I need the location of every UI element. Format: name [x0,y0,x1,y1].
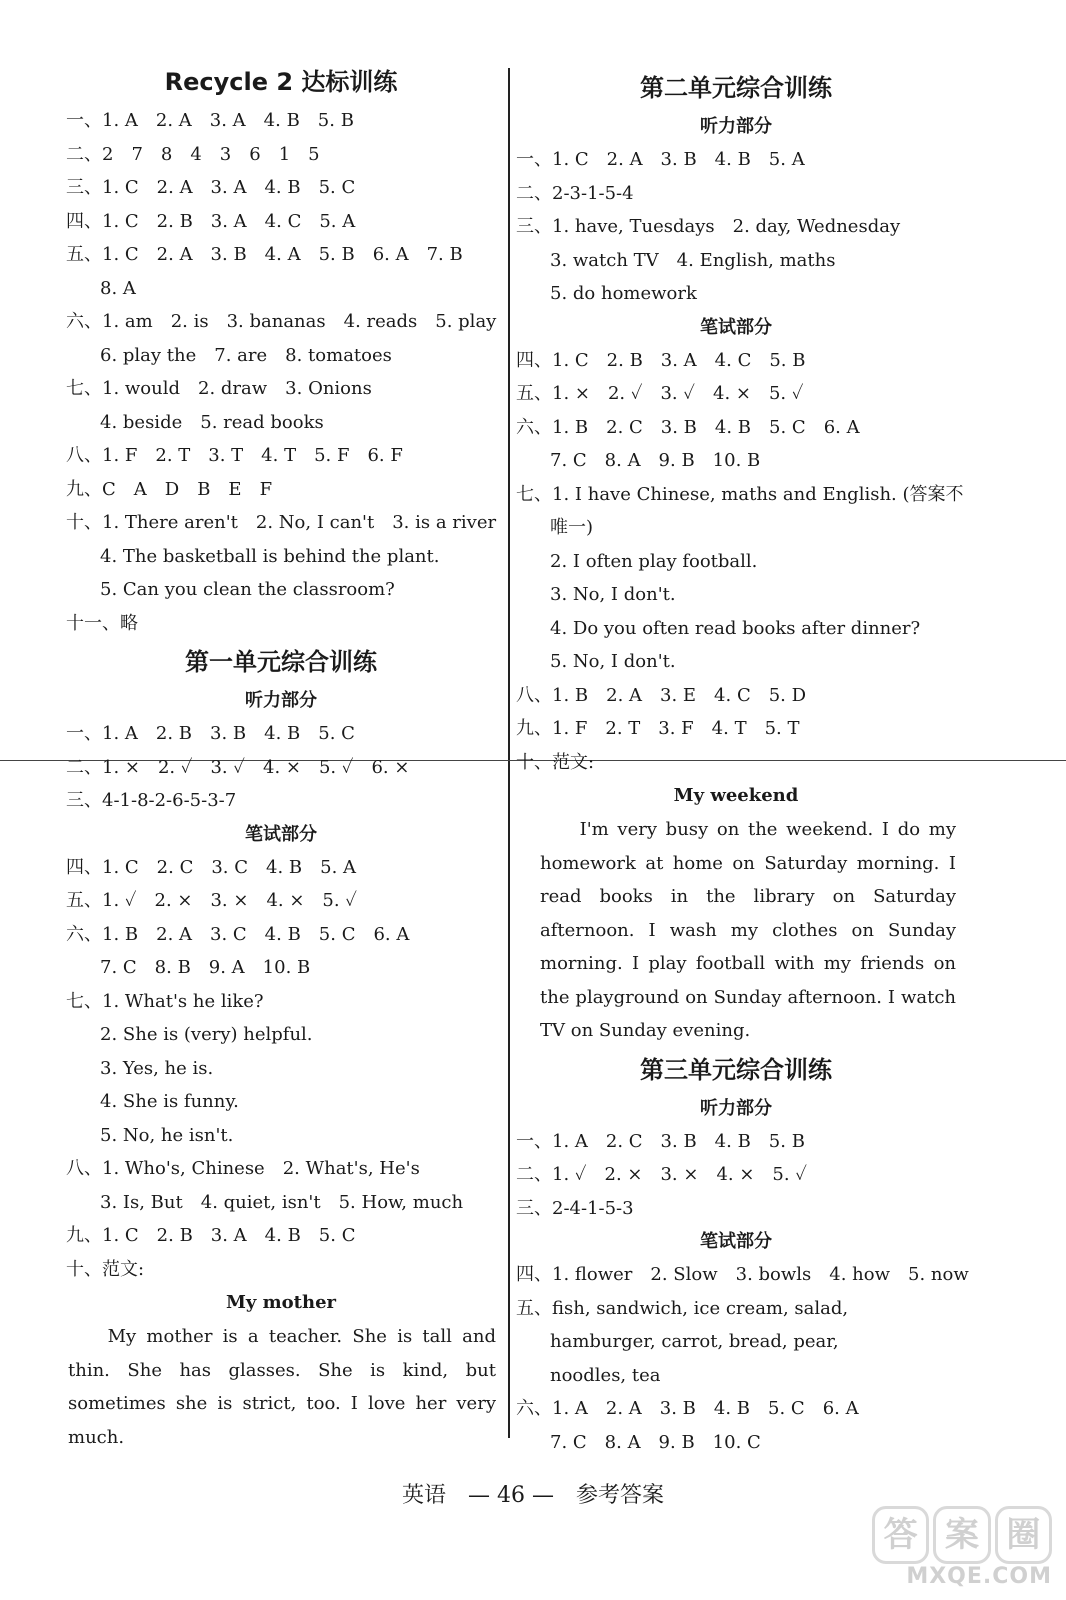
watermark-char: 圈 [995,1506,1052,1564]
answer-row: 3. Yes, he is. [100,1057,214,1079]
right-column [516,60,969,1459]
answer-row: 一、1. A 2. A 3. A 4. B 5. B [66,110,354,131]
answer-row: 八、1. F 2. T 3. T 4. T 5. F 6. F [66,445,403,466]
unit1-essay-text: My mother is a teacher. She is tall and thin. She has glasses. She is kind, but sometimes she is strict, too. I love her very much. [68,1326,496,1448]
answer-row: 七、1. What's he like? [66,990,264,1012]
unit2-essay-text: I'm very busy on the weekend. I do my homework at home on Saturday morning. I read books in the library on Saturday afternoon. I wash my clothes on Sunday morning. I play football with my friends on the playground on Sunday afternoon. I watch TV on Sunday evening. [540,819,956,1041]
section-title-unit2: 第二单元综合训练 [640,74,832,102]
page-footer: 英语 — 46 — 参考答案 [402,1483,664,1508]
answer-row: 八、1. B 2. A 3. E 4. C 5. D [516,684,807,706]
answer-row: 十、范文: [66,1258,145,1280]
unit1-listening-answers [66,717,496,818]
answer-row: 4. The basketball is behind the plant. [100,545,440,567]
section-title-unit1: 第一单元综合训练 [185,648,377,676]
answer-row: 2. I often play football. [550,550,758,572]
watermark-logo [872,1506,1052,1590]
answer-row: 5. No, I don't. [550,651,676,672]
answer-row: 四、1. flower 2. Slow 3. bowls 4. how 5. now [516,1264,969,1285]
answer-row: 二、1. × 2. ✓ 3. ✓ 4. × 5. ✓ 6. × [66,756,410,778]
section-title-unit3: 第三单元综合训练 [640,1055,832,1084]
answer-row: 六、1. A 2. A 3. B 4. B 5. C 6. A [516,1398,859,1419]
unit2-written-answers [516,344,964,780]
watermark-char: 答 [872,1506,929,1564]
unit1-written-heading: 笔试部分 [245,823,317,845]
answer-row: 六、1. B 2. A 3. C 4. B 5. C 6. A [66,923,410,945]
answer-row: 五、fish, sandwich, ice cream, salad, [516,1297,849,1319]
answer-row: 4. She is funny. [100,1091,239,1112]
unit2-written-heading: 笔试部分 [700,316,772,338]
section-title-recycle2: Recycle 2 达标训练 [164,68,398,96]
answer-row: 五、1. × 2. ✓ 3. ✓ 4. × 5. ✓ [516,383,804,404]
unit1-essay-title: My mother [225,1292,337,1313]
unit3-written-heading: 笔试部分 [700,1231,772,1252]
answer-row: 唯一) [550,517,594,538]
answer-row: noodles, tea [550,1364,661,1386]
answer-row: 6. play the 7. are 8. tomatoes [100,344,392,366]
unit3-written-answers [516,1258,969,1459]
answer-row: 3. Is, But 4. quiet, isn't 5. How, much [100,1191,464,1213]
answer-row: 五、1. C 2. A 3. B 4. A 5. B 6. A 7. B [66,244,463,265]
answer-row: 二、2-3-1-5-4 [516,182,634,204]
answer-row: 一、1. C 2. A 3. B 4. B 5. A [516,149,805,170]
answer-row: 5. Can you clean the classroom? [100,579,395,600]
unit1-written-answers [66,851,496,1287]
answer-row: 三、1. C 2. A 3. A 4. B 5. C [66,177,356,198]
recycle2-answers [66,104,496,640]
answer-row: 三、1. have, Tuesdays 2. day, Wednesday [516,216,901,237]
unit1-listening-heading: 听力部分 [245,690,317,711]
answer-row: 5. No, he isn't. [100,1124,234,1146]
answer-row: 三、2-4-1-5-3 [516,1197,634,1219]
answer-row: 六、1. B 2. C 3. B 4. B 5. C 6. A [516,416,860,438]
answer-row: 四、1. C 2. C 3. C 4. B 5. A [66,856,357,878]
answer-row: 七、1. would 2. draw 3. Onions [66,378,372,399]
answer-row: 二、2 7 8 4 3 6 1 5 [66,143,320,165]
column-divider [508,68,510,1438]
answer-row: 7. C 8. A 9. B 10. C [550,1431,761,1453]
watermark-char: 案 [933,1506,990,1564]
answer-row: 8. A [100,277,136,299]
watermark-url: MXQE.COM [906,1564,1052,1589]
answer-row: 3. watch TV 4. English, maths [550,249,836,271]
unit3-listening-heading: 听力部分 [700,1097,772,1119]
answer-row: 2. She is (very) helpful. [100,1024,313,1045]
unit2-listening-heading: 听力部分 [700,116,772,137]
unit3-listening-answers [516,1125,956,1226]
answer-row: 7. C 8. B 9. A 10. B [100,957,311,978]
answer-row: 3. No, I don't. [550,584,676,605]
answer-row: 三、4-1-8-2-6-5-3-7 [66,790,237,811]
left-column [66,60,496,1454]
answer-row: 4. Do you often read books after dinner? [550,617,921,639]
answer-row: 九、1. F 2. T 3. F 4. T 5. T [516,718,800,739]
answer-row: 二、1. ✓ 2. × 3. × 4. × 5. ✓ [516,1164,807,1185]
answer-row: 5. do homework [550,283,697,304]
answer-row: 十、1. There aren't 2. No, I can't 3. is a river [66,512,497,533]
unit2-listening-answers [516,143,956,311]
unit2-essay-title: My weekend [673,785,799,806]
answer-row: 七、1. I have Chinese, maths and English. (答案不 [516,483,964,505]
answer-row: 八、1. Who's, Chinese 2. What's, He's [66,1158,420,1179]
answer-row: 4. beside 5. read books [100,411,324,433]
answer-row: 十、范文: [516,751,595,773]
answer-row: 六、1. am 2. is 3. bananas 4. reads 5. play [66,311,497,332]
answer-row: 十一、略 [66,612,138,634]
answer-row: 四、1. C 2. B 3. A 4. C 5. B [516,349,806,371]
answer-row: 一、1. A 2. C 3. B 4. B 5. B [516,1130,805,1152]
answer-row: 7. C 8. A 9. B 10. B [550,450,761,471]
answer-row: 四、1. C 2. B 3. A 4. C 5. A [66,210,356,232]
answer-row: 五、1. ✓ 2. × 3. × 4. × 5. ✓ [66,890,357,911]
answer-row: 九、C A D B E F [66,478,273,500]
answer-row: hamburger, carrot, bread, pear, [550,1331,839,1352]
answer-row: 一、1. A 2. B 3. B 4. B 5. C [66,723,355,744]
answer-row: 九、1. C 2. B 3. A 4. B 5. C [66,1225,356,1246]
